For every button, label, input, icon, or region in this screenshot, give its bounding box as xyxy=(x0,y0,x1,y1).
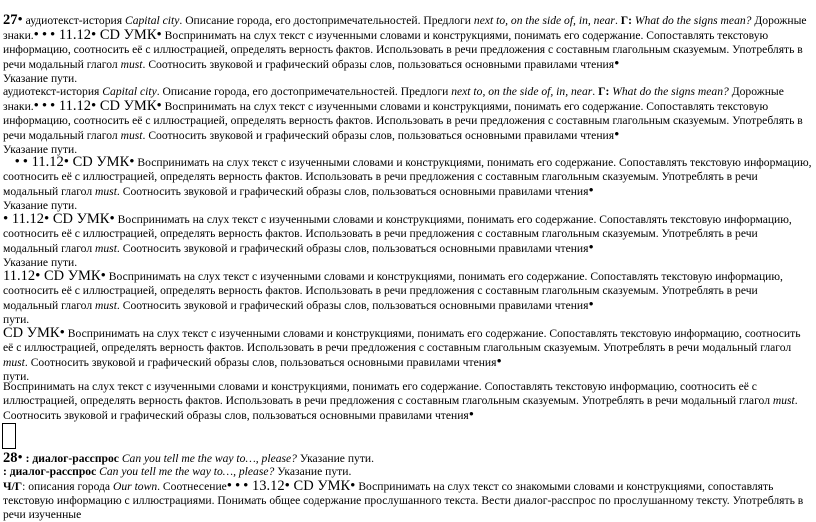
bullet: • xyxy=(50,27,56,44)
paragraph-repeat-5: 11.12• CD УМК• Воспринимать на слух текст с изученными словами и конструкциями, понимать его содержание. Сопоставлять текстовую информацию, соотносить её с иллюстрацией, определять верность фактов. Использовать в речи предложения с составным глагольным сказуемым. Употреблять в речи модальный глагол must. Соотносить звуковой и графический образы слов, пользоваться основными правилами чтения• пути. xyxy=(3,268,783,327)
paragraph-repeat-4: • 11.12• CD УМК• Воспринимать на слух текст с изученными словами и конструкциями, понимать его содержание. Сопоставлять текстовую информацию, соотносить её с иллюстрацией, определять верность фактов. Использовать в речи предложения с составным глагольным сказуемым. Употреблять в речи модальный глагол must. Соотносить звуковой и графический образы слов, пользоваться основными правилами чтения• Указание пути. xyxy=(3,211,792,270)
paragraph-repeat-7: Воспринимать на слух текст с изученными словами и конструкциями, понимать его содержание. Сопоставлять текстовую информацию, соотносить её с иллюстрацией, определять верность фактов. Использовать в речи предложения с составным глагольным сказуемым. Употреблять в речи модальный глагол must. Соотносить звуковой и графический образы слов, пользоваться основными правилами чтения• xyxy=(3,380,798,424)
lesson-27-block: 27• аудиотекст-история Capital city. Описание города, его достопримечательностей. Предлоги next to, on the side of, in, near. Г: What do the signs mean? Дорожные знаки.• • • 11.12• CD УМК• Воспринимать на слух текст с изученными словами и конструкциями, понимать его содержание. Сопоставлять текстовую информацию, соотносить её с иллюстрацией, определять верность фактов. Использовать в речи предложения с составным глагольным сказуемым. Употреблять в речи модальный глагол must. Соотносить звуковой и графический образы слов, пользоваться основными правилами чтения• Указание пути. xyxy=(3,12,807,86)
paragraph-repeat-6: CD УМК• Воспринимать на слух текст с изученными словами и конструкциями, понимать его содержание. Сопоставлять текстовую информацию, соотносить её с иллюстрацией, определять верность фактов. Использовать в речи предложения с составным глагольным сказуемым. Употреблять в речи модальный глагол must. Соотносить звуковой и графический образы слов, пользоваться основными правилами чтения• пути. xyxy=(3,325,801,384)
bullet: • xyxy=(17,12,23,28)
paragraph-repeat-3: • • 11.12• CD УМК• Воспринимать на слух текст с изученными словами и конструкциями, понимать его содержание. Сопоставлять текстовую информацию, соотносить её с иллюстрацией, определять верность фактов. Использовать в речи предложения с составным глагольным сказуемым. Употреблять в речи модальный глагол must. Соотносить звуковой и графический образы слов, пользоваться основными правилами чтения• Указание пути. xyxy=(3,154,812,213)
lesson-number: 28 xyxy=(3,450,18,466)
bullet: • xyxy=(33,27,39,44)
paragraph-repeat-2: аудиотекст-история Capital city. Описание города, его достопримечательностей. Предлоги next to, on the side of, in, near. Г: What do the signs mean? Дорожные знаки.• • • 11.12• CD УМК• Воспринимать на слух текст с изученными словами и конструкциями, понимать его содержание. Сопоставлять текстовую информацию, соотносить её с иллюстрацией, определять верность фактов. Использовать в речи предложения с составным глагольным сказуемым. Употреблять в речи модальный глагол must. Соотносить звуковой и графический образы слов, пользоваться основными правилами чтения• Указание пути. xyxy=(3,85,803,157)
lesson-number: 27 xyxy=(3,12,18,28)
bullet: • xyxy=(41,27,48,44)
lesson-28-repeat: : диалог-расспрос Can you tell me the way to…, please? Указание пути. xyxy=(3,465,352,478)
bullet: • xyxy=(156,27,162,44)
lesson-28-block: 28• : диалог-расспрос Can you tell me the way to…, please? Указание пути. xyxy=(3,450,375,466)
reading-writing-block: Ч/Г: описания города Our town. Соотнесение• • • 13.12• CD УМК• Воспринимать на слух текст со знакомыми словами и конструкциями, сопоставлять текстовую информацию с иллюстрациями. Понимать общее содержание прослушанного текста. Вести диалог-расспрос по прослушанному тексту. Употреблять в речи изученные xyxy=(3,478,804,522)
empty-table-cell xyxy=(2,423,16,449)
bullet: • xyxy=(91,27,97,44)
bullet: • xyxy=(614,56,620,73)
